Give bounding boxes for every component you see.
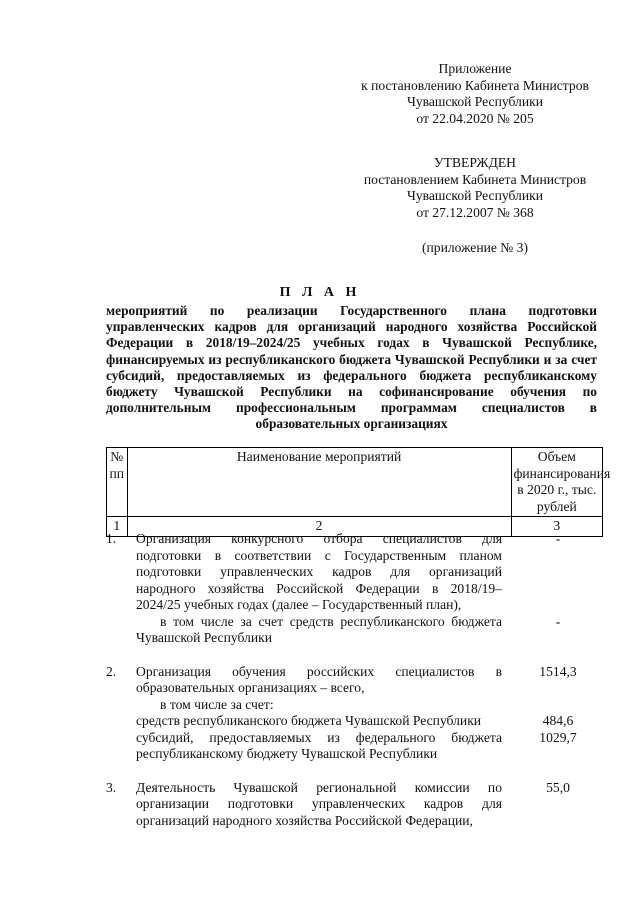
- row-number: 2.: [106, 663, 117, 679]
- row-included-label: в том числе за счет:: [160, 696, 274, 712]
- table-row: [106, 664, 603, 763]
- header-name: Наименование мероприятий: [127, 448, 511, 517]
- row-sub-text: в том числе за счет средств республиканского бюджета Чувашской Республики: [136, 613, 502, 645]
- row-sub-value: -: [555, 613, 561, 629]
- row-text: Организация конкурсного отбора специалистов для подготовки в соответствии с Государственным планом подготовки управленческих кадров для организаций народного хозяйства Российской Федерации в 2018/19–2024/25 учебных годах (далее – Государственный план),: [136, 531, 502, 612]
- table-row: [106, 780, 603, 830]
- appendix-line-4: от 22.04.2020 № 205: [416, 110, 534, 126]
- plan-table-header: [106, 447, 611, 537]
- approved-line-4: от 27.12.2007 № 368: [416, 204, 534, 220]
- plan-title: П Л А Н: [279, 285, 361, 300]
- row-republic-text: средств республиканского бюджета Чувашской Республики: [136, 713, 482, 728]
- table-row: [106, 531, 603, 647]
- appendix-line-3: Чувашской Республики: [407, 94, 543, 109]
- row-value: 55,0: [546, 779, 570, 795]
- appendix-number: (приложение № 3): [421, 240, 529, 255]
- row-federal-text: субсидий, предоставляемых из федерального бюджета республиканскому бюджету Чувашской Республики: [136, 729, 502, 761]
- header-amount: Объем финансирования в 2020 г., тыс. рублей: [511, 448, 602, 517]
- row-text: Организация обучения российских специалистов в образовательных организациях – всего,: [136, 663, 502, 695]
- approval-stamp: [350, 155, 600, 221]
- row-number: 3.: [106, 779, 117, 795]
- approved-line-1: УТВЕРЖДЕН: [434, 155, 516, 170]
- col-number-3: 3: [511, 517, 602, 537]
- plan-rows: [106, 531, 603, 829]
- approved-line-2: постановлением Кабинета Министров: [363, 171, 587, 187]
- row-value: 1514,3: [539, 663, 577, 679]
- plan-subtitle: мероприятий по реализации Государственного плана подготовки управленческих кадров для организаций народного хозяйства Российской Федерации в 2018/19–2024/25 учебных годах в Чувашской Республике, финансируемых из республиканского бюджета Чувашской Республики и за счет субсидий, предоставляемых из федерального бюджета республиканскому бюджету Чувашской Республики на софинансирование обучения по дополнительным профессиональным программам специалистов в образовательных организациях: [106, 303, 597, 432]
- row-federal-value: 1029,7: [539, 729, 577, 745]
- row-value: -: [555, 531, 561, 546]
- row-number: 1.: [106, 531, 117, 546]
- row-republic-value: 484,6: [542, 713, 574, 728]
- col-number-2: 2: [127, 517, 511, 537]
- row-text: Деятельность Чувашской региональной комиссии по организации подготовки управленческих кадров для организаций народного хозяйства Российской Федерации,: [136, 779, 502, 828]
- appendix-note: [350, 61, 600, 127]
- appendix-line-1: Приложение: [438, 61, 512, 76]
- col-number-1: 1: [107, 517, 128, 537]
- approved-line-3: Чувашской Республики: [407, 188, 543, 203]
- header-num: № пп: [107, 448, 128, 517]
- appendix-line-2: к постановлению Кабинета Министров: [361, 77, 589, 93]
